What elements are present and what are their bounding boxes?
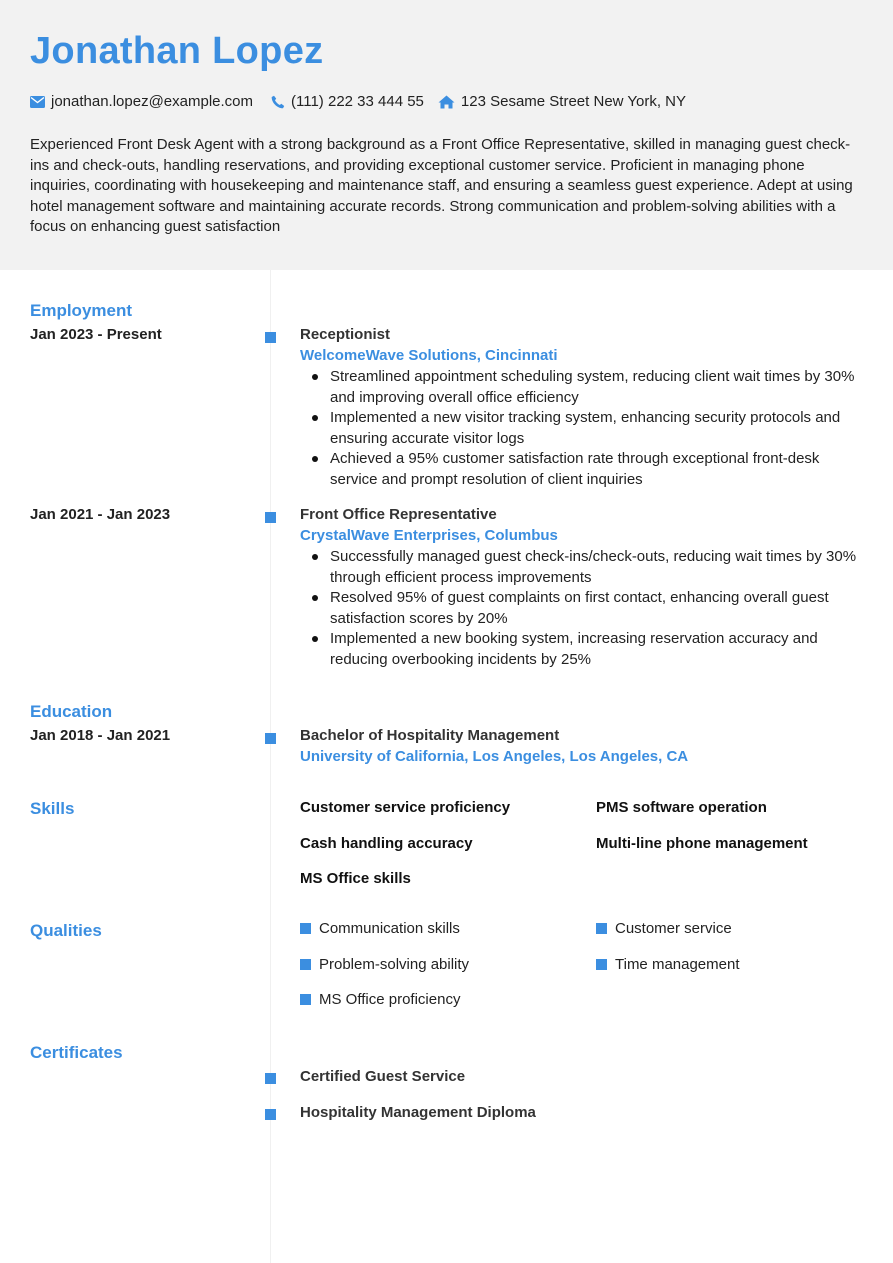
profile-summary: Experienced Front Desk Agent with a strong background as a Front Office Representative, skilled in managing guest check-ins and check-outs, handling reservations, and providing exceptional customer service. Proficient in managing phone inquiries, coordinating with housekeeping and maintenance staff, and ensuring a seamless guest experience. Adept at using hotel management software and maintaining accurate records. Strong communication and problem-solving abilities with a focus on enhancing guest satisfaction	[30, 136, 853, 236]
home-icon	[438, 95, 455, 109]
list-item: Implemented a new visitor tracking system, enhancing security protocols and ensuring accurate visitor logs	[300, 408, 860, 449]
list-item: Implemented a new booking system, increasing reservation accuracy and reducing overbooking incidents by 25%	[300, 629, 860, 670]
quality-label: Problem-solving ability	[319, 956, 470, 973]
contact-phone[interactable]	[271, 93, 424, 110]
section-title-education: Education	[30, 702, 113, 721]
skill-item: MS Office skills	[300, 870, 411, 887]
quality-item	[596, 920, 732, 937]
section-title-certificates: Certificates	[30, 1043, 123, 1062]
education-dates: Jan 2018 - Jan 2021	[30, 727, 171, 744]
square-bullet-icon	[596, 959, 607, 970]
job-1-dates: Jan 2023 - Present	[30, 326, 162, 343]
contact-row	[30, 93, 700, 110]
quality-item	[300, 991, 460, 1008]
skill-item: Multi-line phone management	[596, 835, 808, 852]
envelope-icon	[30, 96, 45, 108]
phone-icon	[271, 95, 285, 109]
list-item: Resolved 95% of guest complaints on first contact, enhancing overall guest satisfaction scores by 20%	[300, 588, 860, 629]
list-item: Achieved a 95% customer satisfaction rate through exceptional front-desk service and prompt resolution of client inquiries	[300, 449, 860, 490]
timeline-marker	[265, 1109, 276, 1120]
skill-item: PMS software operation	[596, 799, 767, 816]
skill-item: Cash handling accuracy	[300, 835, 473, 852]
list-item: Streamlined appointment scheduling system, reducing client wait times by 30% and improving overall office efficiency	[300, 367, 860, 408]
phone-text: (111) 222 33 444 55	[291, 93, 424, 110]
job-2-org: CrystalWave Enterprises, Columbus	[300, 527, 558, 544]
job-1-bullets	[300, 367, 860, 491]
section-title-qualities: Qualities	[30, 921, 102, 940]
section-title-skills: Skills	[30, 799, 75, 818]
job-1-role: Receptionist	[300, 326, 391, 343]
quality-item	[300, 956, 469, 973]
address-text: 123 Sesame Street New York, NY	[460, 93, 687, 110]
job-2-dates: Jan 2021 - Jan 2023	[30, 506, 171, 523]
square-bullet-icon	[300, 923, 311, 934]
square-bullet-icon	[300, 959, 311, 970]
quality-label: Time management	[615, 956, 740, 973]
header	[0, 0, 893, 270]
contact-email[interactable]	[30, 93, 253, 110]
skill-item: Customer service proficiency	[300, 799, 511, 816]
certificate-item: Hospitality Management Diploma	[300, 1104, 536, 1121]
timeline-marker	[265, 1073, 276, 1084]
job-1-org: WelcomeWave Solutions, Cincinnati	[300, 347, 558, 364]
contact-address	[438, 93, 686, 110]
quality-item	[300, 920, 460, 937]
certificate-item: Certified Guest Service	[300, 1068, 466, 1085]
email-text: jonathan.lopez@example.com	[51, 93, 254, 110]
square-bullet-icon	[596, 923, 607, 934]
quality-item	[596, 956, 740, 973]
list-item: Successfully managed guest check-ins/check-outs, reducing wait times by 30% through efficient process improvements	[300, 547, 860, 588]
education-school: University of California, Los Angeles, Los Angeles, CA	[300, 748, 689, 765]
job-2-role: Front Office Representative	[300, 506, 497, 523]
candidate-name: Jonathan Lopez	[30, 30, 324, 72]
section-title-employment: Employment	[30, 301, 133, 320]
job-2-bullets	[300, 547, 860, 671]
square-bullet-icon	[300, 994, 311, 1005]
timeline-marker	[265, 512, 276, 523]
timeline-marker	[265, 332, 276, 343]
timeline-marker	[265, 733, 276, 744]
quality-label: Customer service	[615, 920, 732, 937]
education-degree: Bachelor of Hospitality Management	[300, 727, 560, 744]
quality-label: Communication skills	[319, 920, 460, 937]
quality-label: MS Office proficiency	[319, 991, 461, 1008]
